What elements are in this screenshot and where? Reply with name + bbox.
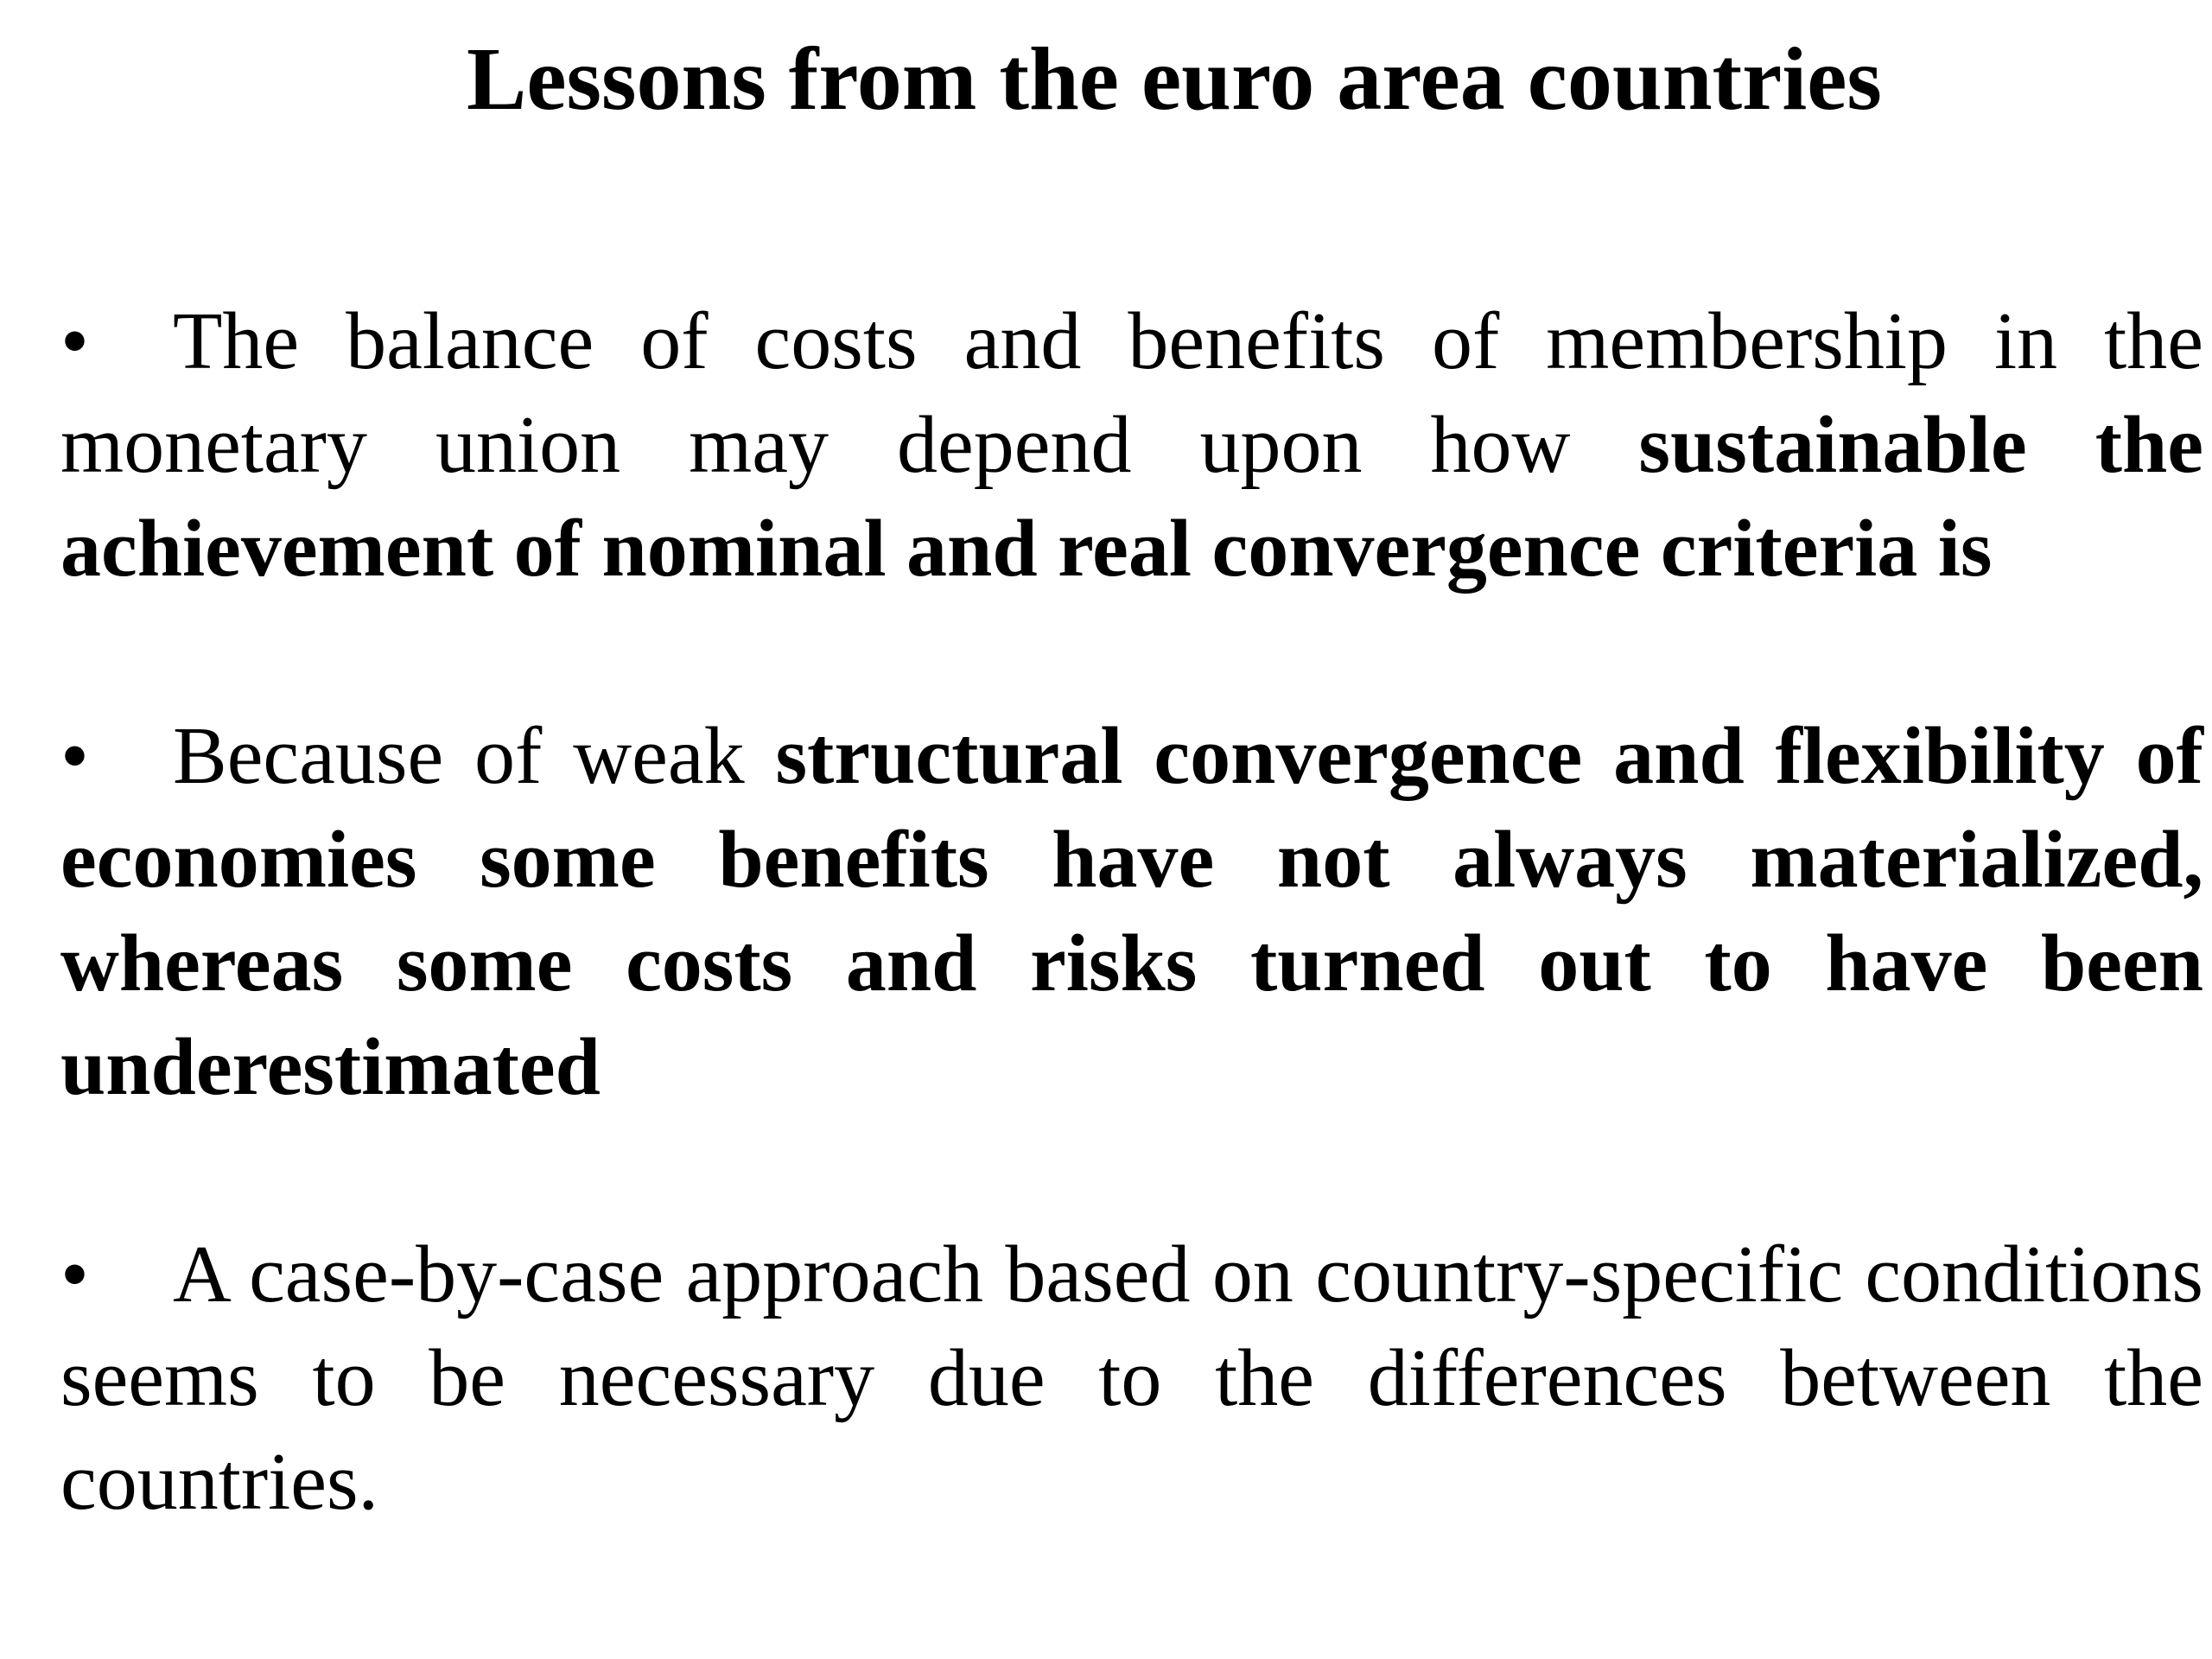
bullet-dot-icon: • bbox=[60, 296, 89, 386]
bullet-paragraph-1 bbox=[60, 289, 2203, 601]
bullet-item-3 bbox=[60, 1223, 2203, 1534]
bullet-1-text: The balance of costs and benefits of membership in the monetary union may depend upon how bbox=[60, 296, 2203, 490]
bullet-paragraph-2 bbox=[60, 704, 2203, 1119]
slide-title: Lessons from the euro area countries bbox=[467, 29, 1882, 129]
bullet-1-bold-text: sustainable the achievement of nominal and real convergence criteria is bbox=[60, 400, 2204, 594]
bullet-paragraph-3 bbox=[60, 1223, 2203, 1534]
bullet-2-bold-text: structural convergence and flexibility of economies some benefits have not always materialized, whereas some costs and risks turned out to have been underestimated bbox=[60, 711, 2203, 1112]
bullet-2-text: Because of weak bbox=[173, 711, 776, 801]
bullet-item-1 bbox=[60, 289, 2203, 601]
bullet-dot-icon: • bbox=[60, 1230, 89, 1319]
bullet-item-2 bbox=[60, 704, 2203, 1119]
bullet-3-text: A case-by-case approach based on country-specific conditions seems to be necessary due to the differences between the countries. bbox=[60, 1230, 2203, 1527]
bullet-dot-icon: • bbox=[60, 711, 89, 801]
